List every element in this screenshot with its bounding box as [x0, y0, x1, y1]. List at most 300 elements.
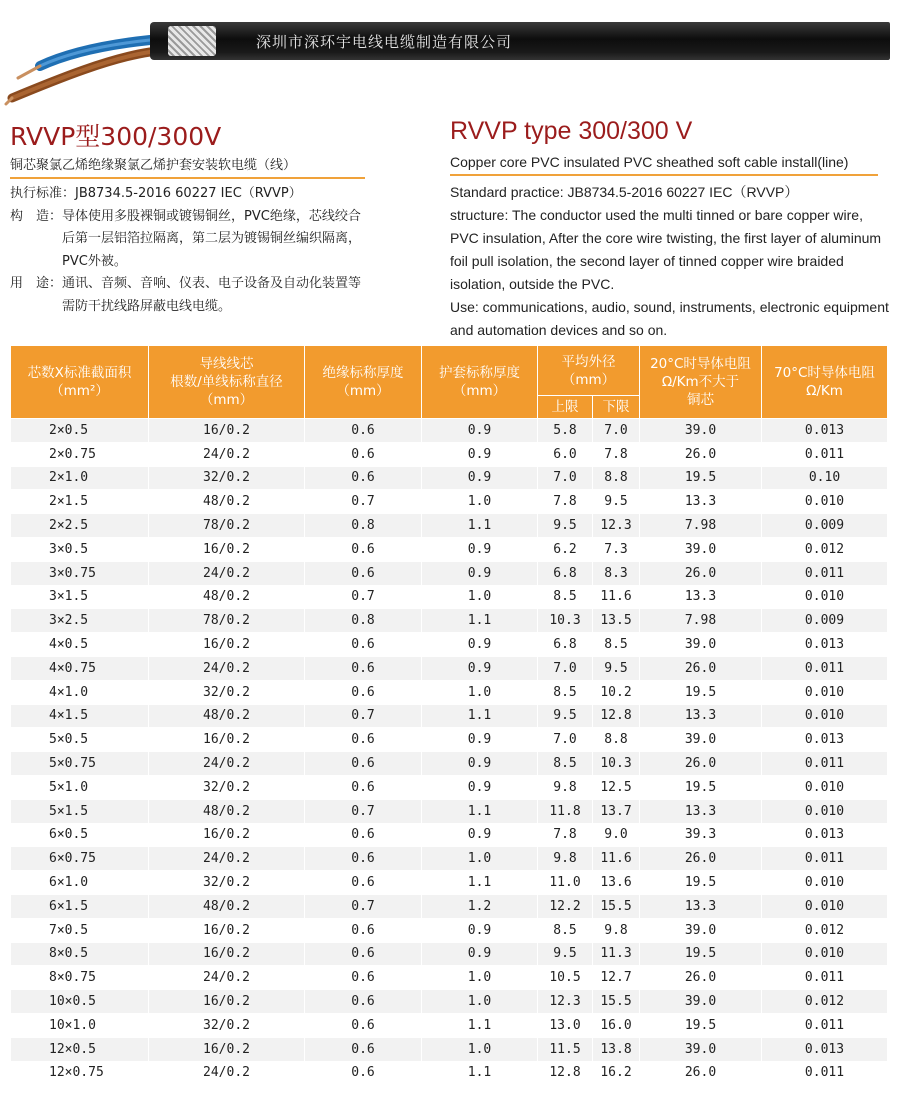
- table-cell: 32/0.2: [149, 680, 305, 704]
- table-cell: 0.6: [305, 752, 422, 776]
- table-cell: 13.3: [640, 704, 762, 728]
- table-cell: 0.013: [762, 823, 888, 847]
- table-cell: 8.3: [593, 561, 640, 585]
- spec-table-body: [11, 419, 888, 1085]
- table-cell: 0.6: [305, 1037, 422, 1061]
- table-cell: 0.6: [305, 537, 422, 561]
- table-row: [11, 466, 888, 490]
- table-row: [11, 966, 888, 990]
- table-cell: 10.3: [593, 752, 640, 776]
- table-row: [11, 633, 888, 657]
- table-cell: 0.009: [762, 514, 888, 538]
- table-row: [11, 561, 888, 585]
- table-cell: 19.5: [640, 466, 762, 490]
- table-cell: 7.98: [640, 514, 762, 538]
- table-cell: 0.6: [305, 942, 422, 966]
- header-text: （mm²）: [50, 383, 109, 399]
- table-row: [11, 728, 888, 752]
- table-cell: 39.0: [640, 728, 762, 752]
- table-cell: 0.7: [305, 799, 422, 823]
- table-cell: 9.8: [538, 775, 593, 799]
- table-cell: 13.3: [640, 585, 762, 609]
- table-cell: 0.011: [762, 752, 888, 776]
- usage-value: 通讯、音频、音响、仪表、电子设备及自动化装置等需防干扰线路屏蔽电线电缆。: [62, 276, 362, 314]
- table-cell: 24/0.2: [149, 442, 305, 466]
- table-cell: 0.011: [762, 442, 888, 466]
- table-cell: 9.5: [538, 942, 593, 966]
- table-cell: 16.0: [593, 1013, 640, 1037]
- table-cell: 16/0.2: [149, 1037, 305, 1061]
- table-cell: 19.5: [640, 942, 762, 966]
- table-cell: 7.0: [538, 656, 593, 680]
- table-cell: 26.0: [640, 561, 762, 585]
- table-cell: 24/0.2: [149, 966, 305, 990]
- table-cell: 24/0.2: [149, 752, 305, 776]
- table-cell: 1.0: [422, 966, 538, 990]
- table-cell: 1.1: [422, 1061, 538, 1085]
- table-cell: 4×1.0: [11, 680, 149, 704]
- table-cell: 0.9: [422, 419, 538, 443]
- table-cell: 0.6: [305, 561, 422, 585]
- title-chinese: RVVP型300/300V: [10, 122, 222, 151]
- header-conductor: [149, 346, 305, 419]
- table-cell: 16/0.2: [149, 942, 305, 966]
- table-cell: 1.0: [422, 847, 538, 871]
- table-cell: 9.5: [538, 514, 593, 538]
- table-cell: 39.0: [640, 990, 762, 1014]
- table-cell: 4×0.5: [11, 633, 149, 657]
- table-cell: 0.013: [762, 1037, 888, 1061]
- description-chinese: [10, 183, 370, 318]
- table-cell: 0.9: [422, 561, 538, 585]
- usage-english: Use: communications, audio, sound, instruments, electronic equipment and automation devices and so on.: [450, 299, 889, 338]
- standard-label: 执行标准：: [10, 186, 76, 201]
- table-cell: 11.6: [593, 585, 640, 609]
- table-row: [11, 419, 888, 443]
- table-cell: 19.5: [640, 1013, 762, 1037]
- table-cell: 12.2: [538, 894, 593, 918]
- table-row: [11, 799, 888, 823]
- table-cell: 2×0.5: [11, 419, 149, 443]
- table-cell: 0.010: [762, 942, 888, 966]
- table-cell: 78/0.2: [149, 609, 305, 633]
- table-cell: 0.6: [305, 656, 422, 680]
- table-cell: 13.6: [593, 871, 640, 895]
- table-cell: 0.6: [305, 823, 422, 847]
- table-cell: 0.9: [422, 823, 538, 847]
- table-cell: 6×0.75: [11, 847, 149, 871]
- table-cell: 1.1: [422, 871, 538, 895]
- table-row: [11, 918, 888, 942]
- table-cell: 13.3: [640, 490, 762, 514]
- table-cell: 0.010: [762, 490, 888, 514]
- table-cell: 16/0.2: [149, 990, 305, 1014]
- table-cell: 15.5: [593, 894, 640, 918]
- table-cell: 12.3: [593, 514, 640, 538]
- table-cell: 0.7: [305, 585, 422, 609]
- table-cell: 48/0.2: [149, 585, 305, 609]
- table-row: [11, 942, 888, 966]
- table-cell: 16.2: [593, 1061, 640, 1085]
- table-cell: 26.0: [640, 656, 762, 680]
- table-row: [11, 775, 888, 799]
- table-cell: 13.3: [640, 894, 762, 918]
- table-cell: 26.0: [640, 1061, 762, 1085]
- table-cell: 1.1: [422, 609, 538, 633]
- table-cell: 12.5: [593, 775, 640, 799]
- table-cell: 0.010: [762, 871, 888, 895]
- table-cell: 0.9: [422, 752, 538, 776]
- standard-english: Standard practice: JB8734.5-2016 60227 IEC（RVVP）: [450, 184, 799, 200]
- table-cell: 2×1.0: [11, 466, 149, 490]
- table-cell: 16/0.2: [149, 419, 305, 443]
- table-cell: 13.8: [593, 1037, 640, 1061]
- table-cell: 0.6: [305, 1061, 422, 1085]
- table-cell: 0.9: [422, 728, 538, 752]
- table-cell: 0.8: [305, 514, 422, 538]
- table-cell: 1.1: [422, 514, 538, 538]
- table-cell: 4×0.75: [11, 656, 149, 680]
- table-cell: 8.5: [538, 680, 593, 704]
- table-cell: 0.013: [762, 419, 888, 443]
- table-row: [11, 894, 888, 918]
- table-cell: 16/0.2: [149, 823, 305, 847]
- header-sheath-thickness: [422, 346, 538, 419]
- table-cell: 26.0: [640, 752, 762, 776]
- table-cell: 12.7: [593, 966, 640, 990]
- table-cell: 6.8: [538, 633, 593, 657]
- table-cell: 0.011: [762, 966, 888, 990]
- table-cell: 7.8: [538, 490, 593, 514]
- table-cell: 2×1.5: [11, 490, 149, 514]
- table-cell: 10.3: [538, 609, 593, 633]
- table-cell: 5×0.5: [11, 728, 149, 752]
- table-cell: 10.2: [593, 680, 640, 704]
- table-cell: 0.10: [762, 466, 888, 490]
- header-upper-limit: 上限: [538, 396, 593, 419]
- table-cell: 0.6: [305, 871, 422, 895]
- table-cell: 0.011: [762, 561, 888, 585]
- table-cell: 6.2: [538, 537, 593, 561]
- table-cell: 0.6: [305, 775, 422, 799]
- header-cores-area: [11, 346, 149, 419]
- cable-braid-shield: [168, 26, 216, 56]
- table-cell: 9.8: [593, 918, 640, 942]
- table-row: [11, 537, 888, 561]
- table-cell: 0.012: [762, 918, 888, 942]
- table-row: [11, 1061, 888, 1085]
- table-cell: 9.5: [593, 490, 640, 514]
- table-cell: 39.3: [640, 823, 762, 847]
- table-cell: 0.013: [762, 728, 888, 752]
- table-row: [11, 490, 888, 514]
- table-cell: 3×1.5: [11, 585, 149, 609]
- description-english: [450, 181, 890, 342]
- header-text: 导线线芯: [199, 356, 254, 372]
- table-cell: 11.3: [593, 942, 640, 966]
- table-row: [11, 823, 888, 847]
- table-cell: 1.0: [422, 490, 538, 514]
- table-cell: 10×0.5: [11, 990, 149, 1014]
- table-cell: 0.9: [422, 633, 538, 657]
- table-cell: 1.0: [422, 585, 538, 609]
- table-cell: 48/0.2: [149, 799, 305, 823]
- table-cell: 32/0.2: [149, 871, 305, 895]
- table-cell: 12×0.75: [11, 1061, 149, 1085]
- header-text: 20°C时导体电阻: [650, 356, 751, 372]
- table-cell: 0.7: [305, 490, 422, 514]
- table-cell: 0.9: [422, 656, 538, 680]
- table-cell: 11.5: [538, 1037, 593, 1061]
- title-english: RVVP type 300/300 V: [450, 117, 693, 145]
- table-cell: 7.3: [593, 537, 640, 561]
- header-text: 芯数X标准截面积: [27, 365, 132, 381]
- table-cell: 16/0.2: [149, 537, 305, 561]
- table-cell: 13.5: [593, 609, 640, 633]
- table-cell: 8.5: [538, 918, 593, 942]
- table-cell: 12.8: [538, 1061, 593, 1085]
- table-cell: 0.012: [762, 537, 888, 561]
- table-cell: 8.8: [593, 728, 640, 752]
- header-text: 绝缘标称厚度: [322, 365, 404, 381]
- table-cell: 0.6: [305, 918, 422, 942]
- table-cell: 48/0.2: [149, 704, 305, 728]
- table-cell: 7.98: [640, 609, 762, 633]
- table-cell: 1.0: [422, 990, 538, 1014]
- table-cell: 11.6: [593, 847, 640, 871]
- table-cell: 39.0: [640, 633, 762, 657]
- table-cell: 8.5: [538, 752, 593, 776]
- spec-table: [10, 345, 888, 1085]
- table-cell: 24/0.2: [149, 561, 305, 585]
- table-cell: 32/0.2: [149, 775, 305, 799]
- header-resistance-20c: [640, 346, 762, 419]
- table-cell: 12×0.5: [11, 1037, 149, 1061]
- table-cell: 1.2: [422, 894, 538, 918]
- table-cell: 48/0.2: [149, 490, 305, 514]
- header-text: （mm）: [336, 383, 390, 399]
- table-cell: 1.1: [422, 704, 538, 728]
- table-cell: 0.010: [762, 799, 888, 823]
- table-cell: 19.5: [640, 775, 762, 799]
- header-text: Ω/Km不大于: [661, 374, 740, 390]
- usage-label: 用 途：: [10, 276, 63, 291]
- header-text: 根数/单线标称直径: [170, 374, 283, 390]
- structure-value: 导体使用多股裸铜或镀锡铜丝，PVC绝缘，芯线绞合后第一层铝箔拉隔离，第二层为镀锡铜丝编织隔离，PVC外被。: [62, 208, 362, 269]
- table-cell: 6×1.5: [11, 894, 149, 918]
- table-cell: 5×1.5: [11, 799, 149, 823]
- table-row: [11, 442, 888, 466]
- table-cell: 3×0.5: [11, 537, 149, 561]
- subtitle-english: Copper core PVC insulated PVC sheathed soft cable install(line): [450, 154, 878, 176]
- table-cell: 3×0.75: [11, 561, 149, 585]
- table-cell: 6.0: [538, 442, 593, 466]
- table-cell: 1.1: [422, 1013, 538, 1037]
- table-cell: 0.6: [305, 728, 422, 752]
- table-cell: 0.9: [422, 537, 538, 561]
- table-cell: 0.9: [422, 466, 538, 490]
- structure-label: 构 造：: [10, 208, 63, 224]
- standard-row: [10, 183, 370, 206]
- table-cell: 39.0: [640, 537, 762, 561]
- structure-english: structure: The conductor used the multi tinned or bare copper wire, PVC insulation, After the core wire twisting, the first layer of aluminum foil pull isolation, the second layer of tinned copper wire braided isolation, outside the PVC.: [450, 207, 882, 292]
- table-cell: 8.5: [538, 585, 593, 609]
- table-cell: 0.010: [762, 894, 888, 918]
- table-cell: 12.8: [593, 704, 640, 728]
- table-cell: 0.013: [762, 633, 888, 657]
- table-cell: 10×1.0: [11, 1013, 149, 1037]
- header-text: Ω/Km: [806, 383, 843, 399]
- table-cell: 0.6: [305, 466, 422, 490]
- table-cell: 0.012: [762, 990, 888, 1014]
- structure-row: [10, 206, 370, 274]
- header-text: （mm）: [199, 392, 254, 408]
- table-cell: 0.010: [762, 680, 888, 704]
- table-cell: 0.010: [762, 585, 888, 609]
- table-cell: 3×2.5: [11, 609, 149, 633]
- company-name: 深圳市深环宇电线电缆制造有限公司: [256, 33, 513, 51]
- table-cell: 15.5: [593, 990, 640, 1014]
- table-cell: 32/0.2: [149, 1013, 305, 1037]
- table-cell: 2×2.5: [11, 514, 149, 538]
- header-text: （mm）: [452, 383, 507, 399]
- table-cell: 6×0.5: [11, 823, 149, 847]
- table-cell: 24/0.2: [149, 1061, 305, 1085]
- table-row: [11, 847, 888, 871]
- table-cell: 26.0: [640, 442, 762, 466]
- table-cell: 4×1.5: [11, 704, 149, 728]
- table-row: [11, 609, 888, 633]
- table-row: [11, 1013, 888, 1037]
- header-text: （mm）: [561, 371, 616, 388]
- table-cell: 11.0: [538, 871, 593, 895]
- table-cell: 1.0: [422, 680, 538, 704]
- header-text: 铜芯: [687, 392, 714, 408]
- table-cell: 16/0.2: [149, 728, 305, 752]
- table-cell: 11.8: [538, 799, 593, 823]
- table-cell: 39.0: [640, 419, 762, 443]
- table-cell: 8×0.5: [11, 942, 149, 966]
- table-cell: 19.5: [640, 871, 762, 895]
- table-cell: 0.9: [422, 942, 538, 966]
- table-cell: 78/0.2: [149, 514, 305, 538]
- table-cell: 39.0: [640, 1037, 762, 1061]
- table-cell: 10.5: [538, 966, 593, 990]
- table-cell: 0.011: [762, 847, 888, 871]
- table-cell: 0.9: [422, 775, 538, 799]
- table-cell: 9.0: [593, 823, 640, 847]
- table-cell: 26.0: [640, 966, 762, 990]
- table-cell: 8.5: [593, 633, 640, 657]
- table-cell: 26.0: [640, 847, 762, 871]
- table-cell: 5.8: [538, 419, 593, 443]
- table-cell: 39.0: [640, 918, 762, 942]
- table-cell: 24/0.2: [149, 847, 305, 871]
- cable-banner: [0, 0, 900, 110]
- table-cell: 7×0.5: [11, 918, 149, 942]
- table-cell: 0.6: [305, 990, 422, 1014]
- header-text: 70°C时导体电阻: [774, 365, 875, 381]
- header-text: 护套标称厚度: [439, 365, 520, 381]
- header-insulation-thickness: [305, 346, 422, 419]
- table-cell: 7.8: [593, 442, 640, 466]
- table-cell: 7.0: [538, 466, 593, 490]
- table-row: [11, 990, 888, 1014]
- table-cell: 13.0: [538, 1013, 593, 1037]
- table-cell: 0.010: [762, 704, 888, 728]
- table-cell: 16/0.2: [149, 633, 305, 657]
- header-outer-diameter: [538, 346, 640, 396]
- table-cell: 48/0.2: [149, 894, 305, 918]
- table-row: [11, 1037, 888, 1061]
- header-text: 平均外径: [561, 353, 616, 370]
- table-row: [11, 871, 888, 895]
- table-cell: 0.7: [305, 704, 422, 728]
- table-cell: 8×0.75: [11, 966, 149, 990]
- table-row: [11, 656, 888, 680]
- table-cell: 0.8: [305, 609, 422, 633]
- table-cell: 6.8: [538, 561, 593, 585]
- table-cell: 0.6: [305, 633, 422, 657]
- table-cell: 0.011: [762, 1061, 888, 1085]
- table-cell: 5×1.0: [11, 775, 149, 799]
- table-cell: 0.009: [762, 609, 888, 633]
- table-cell: 0.6: [305, 1013, 422, 1037]
- table-cell: 1.1: [422, 799, 538, 823]
- table-cell: 7.8: [538, 823, 593, 847]
- table-cell: 5×0.75: [11, 752, 149, 776]
- table-cell: 0.010: [762, 775, 888, 799]
- usage-row: [10, 273, 370, 318]
- table-cell: 12.3: [538, 990, 593, 1014]
- table-cell: 32/0.2: [149, 466, 305, 490]
- table-row: [11, 585, 888, 609]
- table-cell: 13.3: [640, 799, 762, 823]
- table-cell: 24/0.2: [149, 656, 305, 680]
- table-cell: 19.5: [640, 680, 762, 704]
- table-cell: 7.0: [593, 419, 640, 443]
- table-cell: 9.8: [538, 847, 593, 871]
- table-cell: 0.011: [762, 1013, 888, 1037]
- table-cell: 0.6: [305, 680, 422, 704]
- table-row: [11, 704, 888, 728]
- table-cell: 16/0.2: [149, 918, 305, 942]
- table-cell: 0.6: [305, 442, 422, 466]
- table-cell: 9.5: [593, 656, 640, 680]
- standard-value: JB8734.5-2016 60227 IEC（RVVP）: [75, 186, 302, 201]
- table-cell: 0.6: [305, 419, 422, 443]
- table-row: [11, 752, 888, 776]
- table-cell: 6×1.0: [11, 871, 149, 895]
- table-row: [11, 680, 888, 704]
- table-cell: 0.9: [422, 918, 538, 942]
- table-row: [11, 514, 888, 538]
- table-cell: 2×0.75: [11, 442, 149, 466]
- table-cell: 7.0: [538, 728, 593, 752]
- table-cell: 1.0: [422, 1037, 538, 1061]
- table-cell: 13.7: [593, 799, 640, 823]
- header-lower-limit: 下限: [593, 396, 640, 419]
- table-cell: 8.8: [593, 466, 640, 490]
- table-cell: 9.5: [538, 704, 593, 728]
- table-cell: 0.011: [762, 656, 888, 680]
- table-cell: 0.7: [305, 894, 422, 918]
- table-cell: 0.9: [422, 442, 538, 466]
- table-cell: 0.6: [305, 847, 422, 871]
- table-cell: 0.6: [305, 966, 422, 990]
- header-resistance-70c: [762, 346, 888, 419]
- subtitle-chinese: 铜芯聚氯乙烯绝缘聚氯乙烯护套安装软电缆（线）: [10, 154, 365, 179]
